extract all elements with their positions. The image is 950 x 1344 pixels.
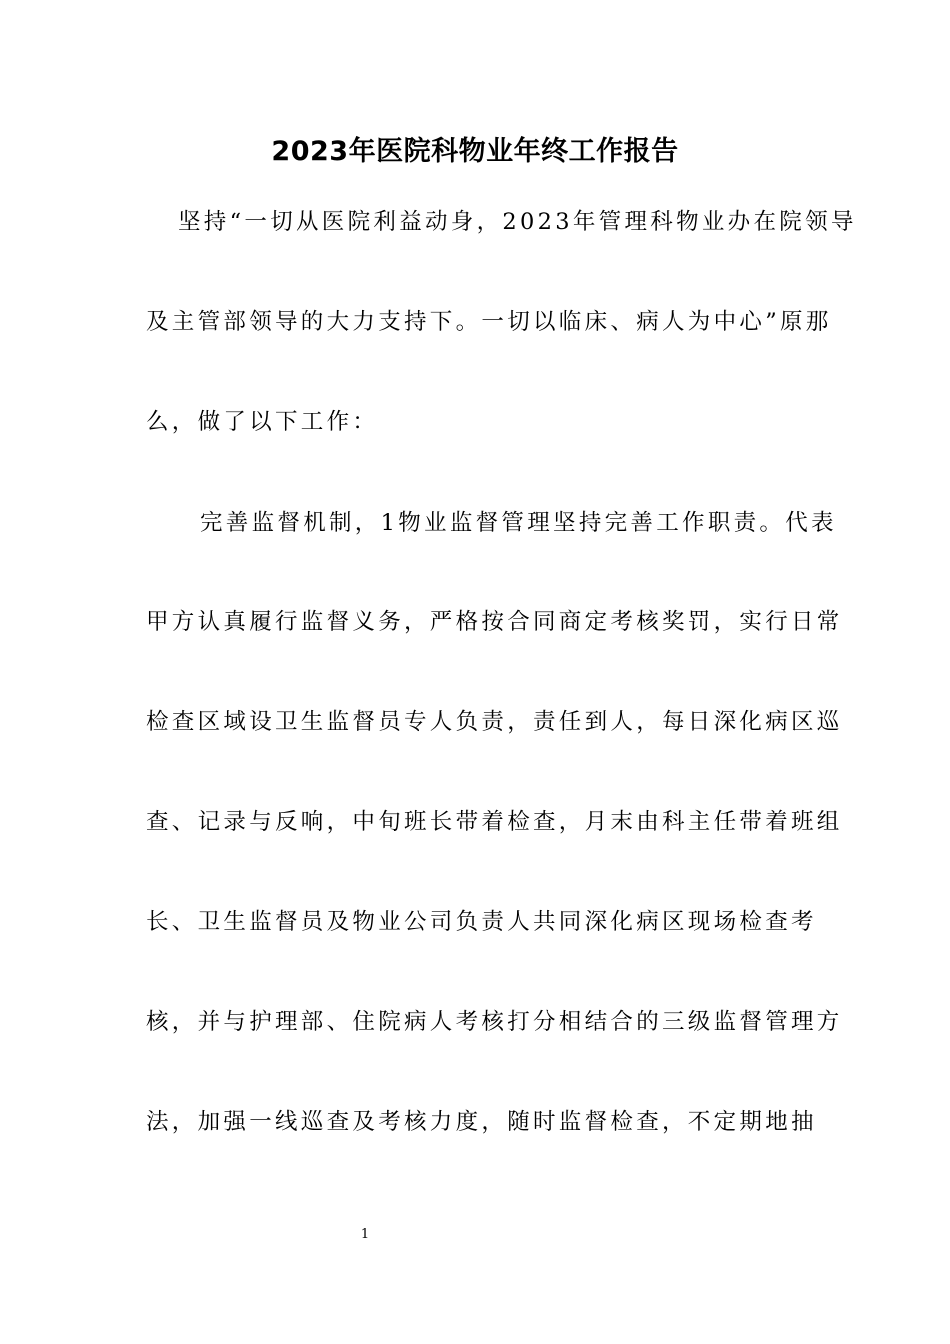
page-number: 1 bbox=[360, 1227, 370, 1242]
paragraph-line: 核，并与护理部、住院病人考核打分相结合的三级监督管理方 bbox=[146, 1009, 843, 1035]
paragraph-line: 法，加强一线巡查及考核力度，随时监督检查，不定期地抽 bbox=[146, 1109, 817, 1135]
paragraph-line: 完善监督机制，1物业监督管理坚持完善工作职责。代表 bbox=[200, 510, 837, 536]
paragraph-line: 甲方认真履行监督义务，严格按合同商定考核奖罚，实行日常 bbox=[146, 609, 843, 635]
paragraph-line: 查、记录与反响，中旬班长带着检查，月末由科主任带着班组 bbox=[146, 809, 843, 835]
paragraph-line: 么，做了以下工作： bbox=[146, 409, 379, 435]
paragraph-line: 检查区域设卫生监督员专人负责，责任到人，每日深化病区巡 bbox=[146, 709, 843, 735]
paragraph-line: 长、卫生监督员及物业公司负责人共同深化病区现场检查考 bbox=[146, 909, 817, 935]
page-title: 2023年医院科物业年终工作报告 bbox=[271, 136, 679, 167]
paragraph-line: 坚持“一切从医院利益动身，2023年管理科物业办在院领导 bbox=[178, 209, 857, 235]
paragraph-line: 及主管部领导的大力支持下。一切以临床、病人为中心”原那 bbox=[146, 309, 832, 335]
